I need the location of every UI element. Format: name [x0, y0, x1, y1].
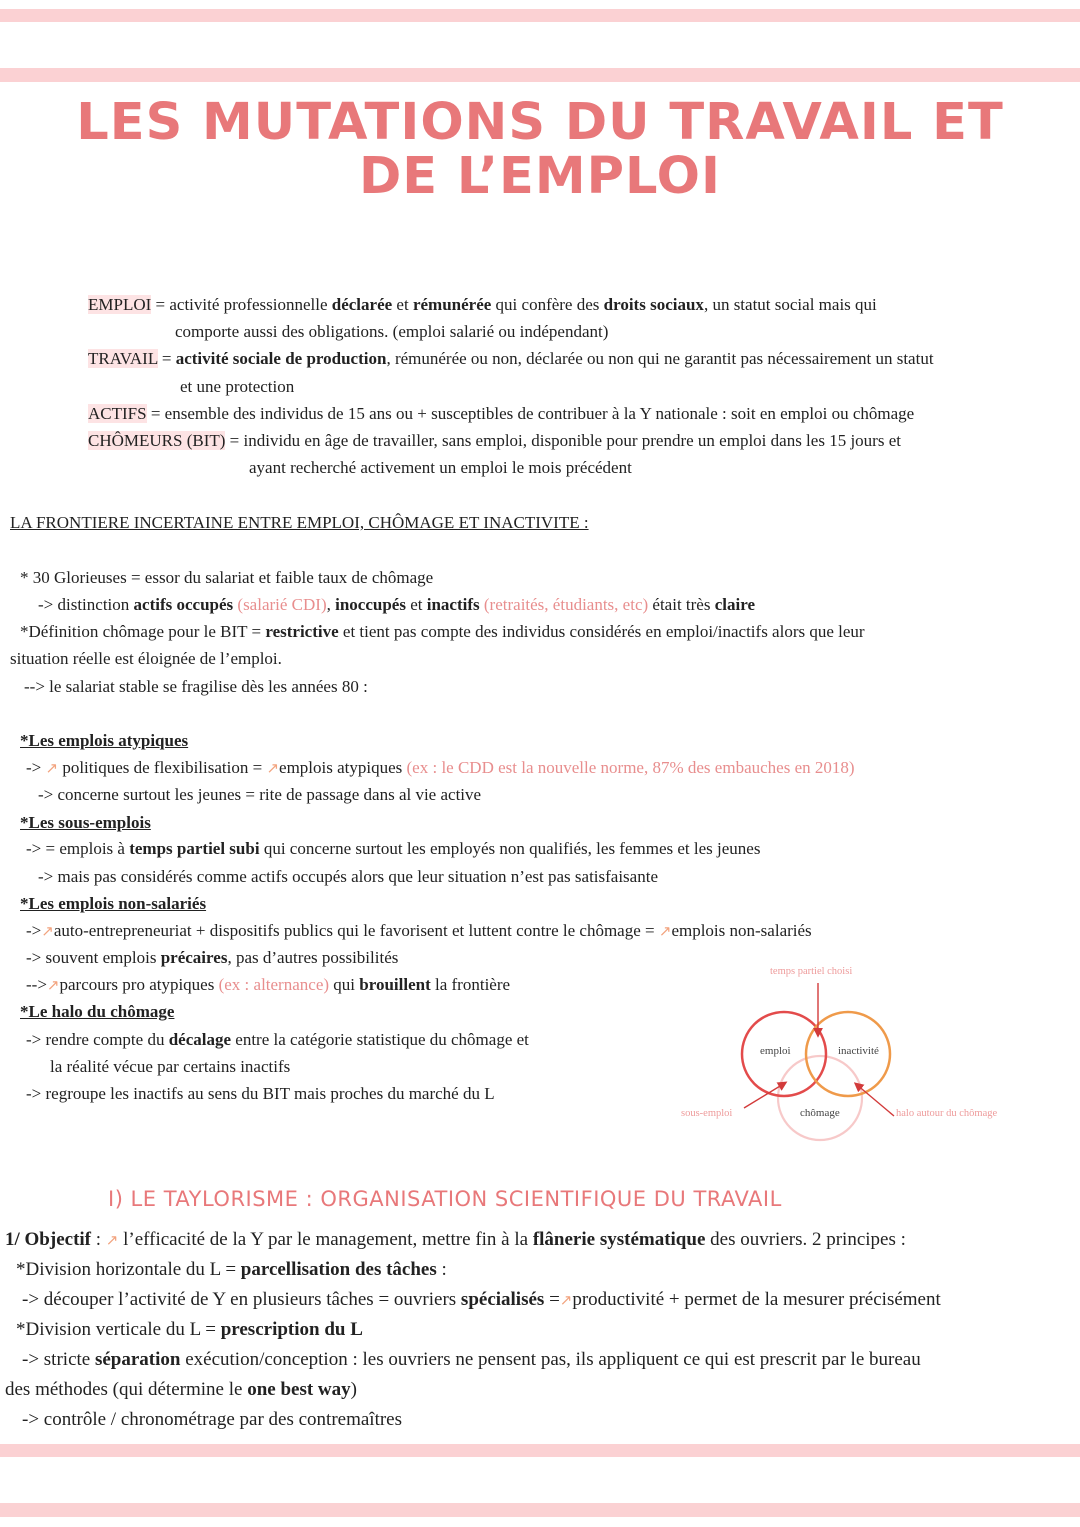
- heading-emplois-atypiques: *Les emplois atypiques: [20, 731, 189, 750]
- label-emploi: emploi: [760, 1045, 791, 1057]
- taylorisme-line-4: *Division verticale du L = prescription du L: [16, 1319, 363, 1340]
- header-band: [0, 68, 1080, 82]
- def-chomeurs-cont: ayant recherché activement un emploi le mois précédent: [249, 458, 632, 477]
- footer-band-1: [0, 1444, 1080, 1457]
- term-chomeurs: CHÔMEURS (BIT): [88, 431, 226, 450]
- frontiere-line-5: --> le salariat stable se fragilise dès les années 80 :: [24, 677, 368, 696]
- frontiere-line-2: -> distinction actifs occupés (salarié CDI), inoccupés et inactifs (retraités, étudiants, etc) était très claire: [38, 595, 755, 614]
- section-heading-frontiere: LA FRONTIERE INCERTAINE ENTRE EMPLOI, CHÔMAGE ET INACTIVITE :: [10, 513, 589, 532]
- def-emploi-cont: comporte aussi des obligations. (emploi salarié ou indépendant): [175, 322, 609, 341]
- increase-arrow-icon: ↗: [658, 922, 672, 940]
- taylorisme-line-1: 1/ Objectif : ↗ l’efficacité de la Y par le management, mettre fin à la flânerie systématique des ouvriers. 2 principes :: [5, 1229, 906, 1250]
- def-travail-cont: et une protection: [180, 377, 295, 396]
- heading-emplois-non-salaries: *Les emplois non-salariés: [20, 894, 207, 913]
- term-actifs: ACTIFS: [88, 404, 147, 423]
- def-actifs: ACTIFS = ensemble des individus de 15 ans ou + susceptibles de contribuer à la Y nationale : soit en emploi ou chômage: [88, 404, 915, 423]
- page-title: [0, 93, 1080, 206]
- term-emploi: EMPLOI: [88, 295, 152, 314]
- term-travail: TRAVAIL: [88, 349, 158, 368]
- label-inactivite: inactivité: [838, 1045, 879, 1057]
- increase-arrow-icon: ↗: [45, 759, 59, 777]
- def-emploi: EMPLOI = activité professionnelle déclarée et rémunérée qui confère des droits sociaux, un statut social mais qui: [88, 295, 877, 314]
- non-salaries-line-1: ->↗auto-entrepreneuriat + dispositifs publics qui le favorisent et luttent contre le chômage = ↗emplois non-salariés: [26, 921, 812, 940]
- increase-arrow-icon: ↗: [559, 1291, 573, 1309]
- label-temps-partiel: temps partiel choisi: [770, 966, 853, 977]
- taylorisme-line-2: *Division horizontale du L = parcellisation des tâches :: [16, 1259, 447, 1280]
- frontiere-line-4: situation réelle est éloignée de l’emploi.: [10, 649, 282, 668]
- sous-emplois-line-1: -> = emplois à temps partiel subi qui concerne surtout les employés non qualifiés, les femmes et les jeunes: [26, 839, 761, 858]
- def-travail: TRAVAIL = activité sociale de production, rémunérée ou non, déclarée ou non qui ne garantit pas nécessairement un statut: [88, 349, 934, 368]
- title-line-2: DE L’EMPLOI: [358, 147, 722, 206]
- label-halo: halo autour du chômage: [896, 1108, 998, 1119]
- halo-line-2: la réalité vécue par certains inactifs: [50, 1057, 291, 1076]
- atypiques-line-1: -> ↗ politiques de flexibilisation = ↗emplois atypiques (ex : le CDD est la nouvelle norme, 87% des embauches en 2018): [26, 758, 855, 777]
- increase-arrow-icon: ↗: [105, 1231, 119, 1249]
- atypiques-line-2: -> concerne surtout les jeunes = rite de passage dans al vie active: [38, 785, 482, 804]
- increase-arrow-icon: ↗: [41, 922, 54, 940]
- circle-chomage: [778, 1056, 862, 1140]
- taylorisme-line-5: -> stricte séparation exécution/conception : les ouvriers ne pensent pas, ils appliquent ce qui est prescrit par le bureau: [22, 1349, 921, 1370]
- halo-line-1: -> rendre compte du décalage entre la catégorie statistique du chômage et: [26, 1030, 529, 1049]
- taylorisme-line-3: -> découper l’activité de Y en plusieurs tâches = ouvriers spécialisés =↗productivité + permet de la mesurer précisément: [22, 1289, 941, 1310]
- frontiere-line-1: * 30 Glorieuses = essor du salariat et faible taux de chômage: [20, 568, 434, 587]
- top-band: [0, 9, 1080, 22]
- increase-arrow-icon: ↗: [46, 976, 60, 994]
- label-sous-emploi: sous-emploi: [681, 1108, 733, 1119]
- taylorisme-line-6: des méthodes (qui détermine le one best way): [5, 1379, 357, 1400]
- label-chomage: chômage: [800, 1107, 840, 1119]
- halo-line-3: -> regroupe les inactifs au sens du BIT mais proches du marché du L: [26, 1084, 495, 1103]
- sous-emplois-line-2: -> mais pas considérés comme actifs occupés alors que leur situation n’est pas satisfaisante: [38, 867, 658, 886]
- increase-arrow-icon: ↗: [266, 759, 280, 777]
- def-chomeurs: CHÔMEURS (BIT) = individu en âge de travailler, sans emploi, disponible pour prendre un emploi dans les 15 jours et: [88, 431, 901, 450]
- non-salaries-line-3: -->↗parcours pro atypiques (ex : alternance) qui brouillent la frontière: [26, 975, 511, 994]
- heading-sous-emplois: *Les sous-emplois: [20, 813, 151, 832]
- taylorisme-line-7: -> contrôle / chronométrage par des contremaîtres: [22, 1409, 402, 1430]
- frontiere-line-3: *Définition chômage pour le BIT = restrictive et tient pas compte des individus considérés en emploi/inactifs alors que leur: [20, 622, 865, 641]
- title-line-1: LES MUTATIONS DU TRAVAIL ET: [76, 93, 1004, 152]
- heading-halo-chomage: *Le halo du chômage: [20, 1002, 175, 1021]
- section-title-taylorisme: I) LE TAYLORISME : ORGANISATION SCIENTIFIQUE DU TRAVAIL: [108, 1187, 782, 1211]
- venn-diagram: [670, 955, 1030, 1155]
- footer-band-2: [0, 1503, 1080, 1517]
- non-salaries-line-2: -> souvent emplois précaires, pas d’autres possibilités: [26, 948, 399, 967]
